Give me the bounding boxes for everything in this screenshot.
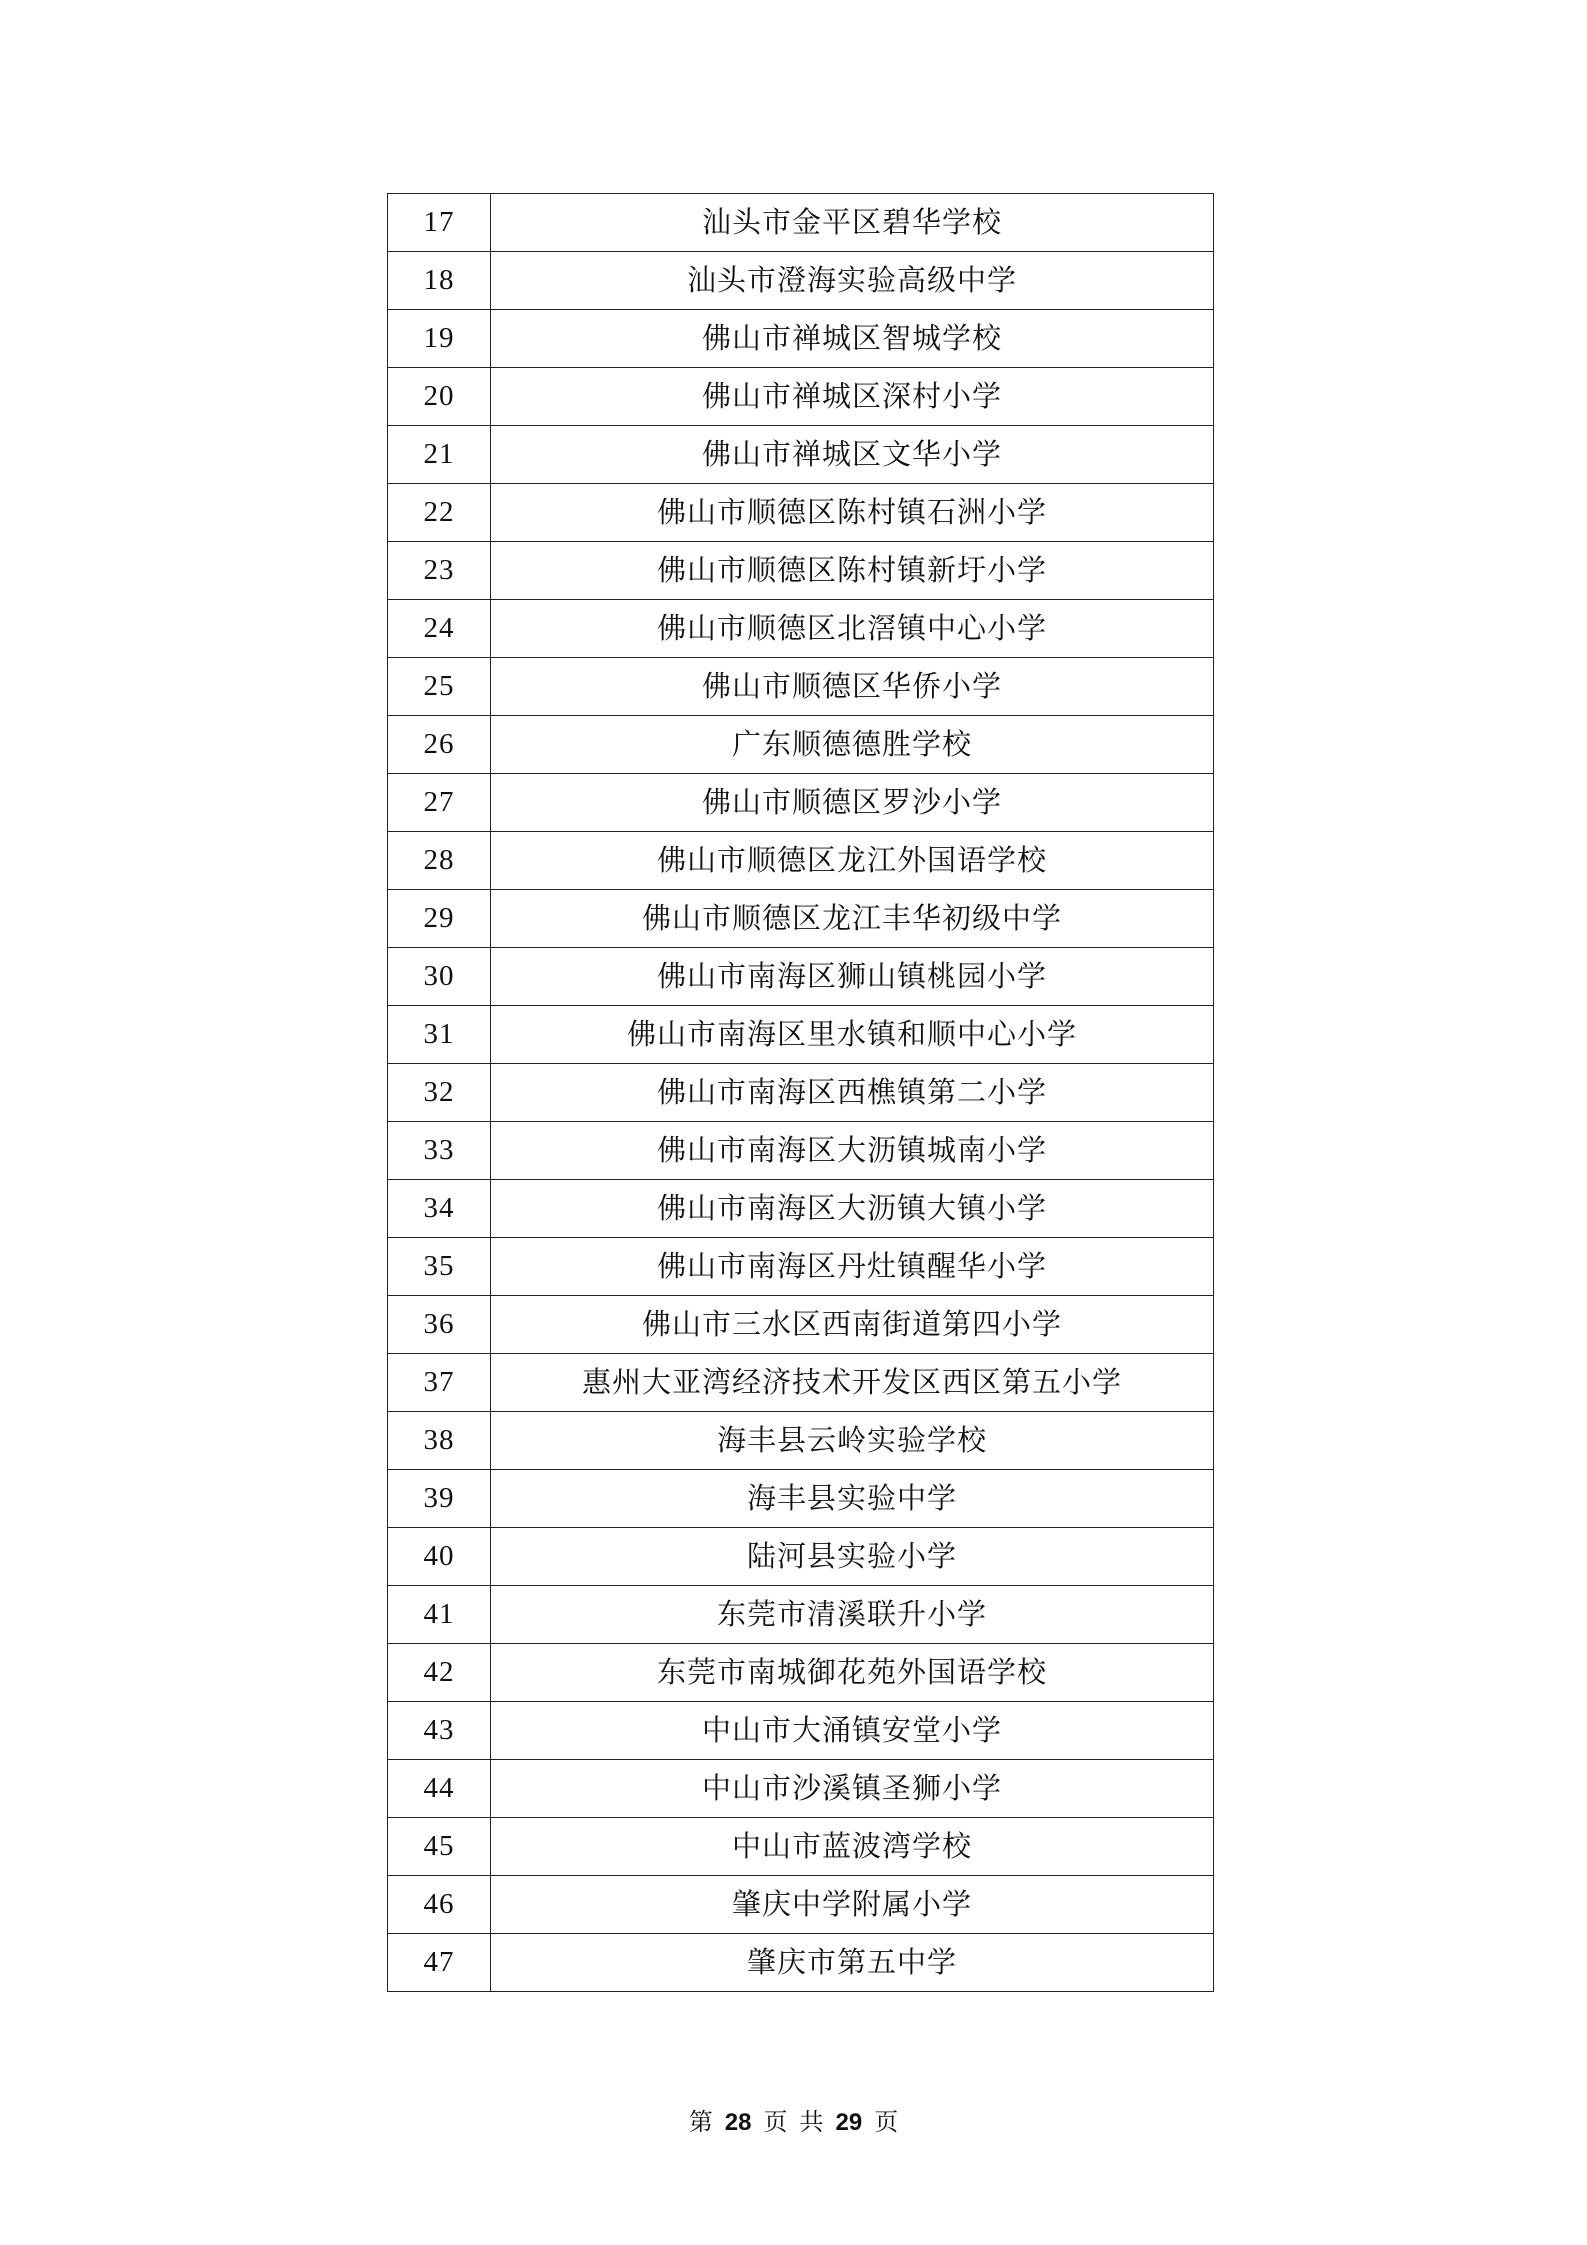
table-row [388, 1876, 1214, 1934]
school-name-cell: 陆河县实验小学 [491, 1528, 1214, 1586]
row-number-cell: 40 [388, 1528, 491, 1586]
school-name-cell: 佛山市顺德区陈村镇石洲小学 [491, 484, 1214, 542]
school-name-cell: 佛山市南海区大沥镇大镇小学 [491, 1180, 1214, 1238]
school-name-cell: 海丰县云岭实验学校 [491, 1412, 1214, 1470]
school-name-cell: 东莞市清溪联升小学 [491, 1586, 1214, 1644]
footer-page-word: 页 [763, 2108, 788, 2136]
row-number-cell: 36 [388, 1296, 491, 1354]
current-page-number: 28 [724, 2109, 752, 2136]
school-name-cell: 佛山市顺德区龙江外国语学校 [491, 832, 1214, 890]
footer-suffix: 页 [874, 2108, 899, 2136]
row-number-cell: 21 [388, 426, 491, 484]
table-row [388, 542, 1214, 600]
row-number-cell: 45 [388, 1818, 491, 1876]
table-row [388, 1470, 1214, 1528]
table-row [388, 310, 1214, 368]
table-row [388, 774, 1214, 832]
school-name-cell: 佛山市南海区西樵镇第二小学 [491, 1064, 1214, 1122]
school-name-cell: 中山市大涌镇安堂小学 [491, 1702, 1214, 1760]
table-row [388, 368, 1214, 426]
school-name-cell: 广东顺德德胜学校 [491, 716, 1214, 774]
row-number-cell: 33 [388, 1122, 491, 1180]
table-row [388, 1702, 1214, 1760]
row-number-cell: 37 [388, 1354, 491, 1412]
row-number-cell: 47 [388, 1934, 491, 1992]
table-row [388, 1412, 1214, 1470]
school-name-cell: 佛山市顺德区陈村镇新圩小学 [491, 542, 1214, 600]
school-name-cell: 中山市沙溪镇圣狮小学 [491, 1760, 1214, 1818]
school-name-cell: 佛山市三水区西南街道第四小学 [491, 1296, 1214, 1354]
row-number-cell: 41 [388, 1586, 491, 1644]
table-row [388, 252, 1214, 310]
row-number-cell: 26 [388, 716, 491, 774]
table-row [388, 600, 1214, 658]
table-row [388, 484, 1214, 542]
table-row [388, 1006, 1214, 1064]
row-number-cell: 44 [388, 1760, 491, 1818]
table-row [388, 1528, 1214, 1586]
school-name-cell: 海丰县实验中学 [491, 1470, 1214, 1528]
row-number-cell: 34 [388, 1180, 491, 1238]
school-name-cell: 佛山市禅城区智城学校 [491, 310, 1214, 368]
school-name-cell: 佛山市顺德区华侨小学 [491, 658, 1214, 716]
row-number-cell: 19 [388, 310, 491, 368]
table-row [388, 948, 1214, 1006]
table-row [388, 1934, 1214, 1992]
table-row [388, 1238, 1214, 1296]
table-row [388, 1064, 1214, 1122]
table-body [388, 194, 1214, 1992]
school-name-cell: 佛山市禅城区文华小学 [491, 426, 1214, 484]
row-number-cell: 30 [388, 948, 491, 1006]
school-name-cell: 肇庆中学附属小学 [491, 1876, 1214, 1934]
row-number-cell: 43 [388, 1702, 491, 1760]
table-row [388, 1760, 1214, 1818]
row-number-cell: 18 [388, 252, 491, 310]
row-number-cell: 25 [388, 658, 491, 716]
table-row [388, 1818, 1214, 1876]
row-number-cell: 32 [388, 1064, 491, 1122]
row-number-cell: 24 [388, 600, 491, 658]
footer-prefix: 第 [688, 2108, 713, 2136]
table-row [388, 1122, 1214, 1180]
school-name-cell: 东莞市南城御花苑外国语学校 [491, 1644, 1214, 1702]
table-row [388, 1180, 1214, 1238]
table-row [388, 716, 1214, 774]
school-name-cell: 肇庆市第五中学 [491, 1934, 1214, 1992]
table-row [388, 658, 1214, 716]
footer-total-word: 共 [799, 2108, 824, 2136]
table-row [388, 1586, 1214, 1644]
school-list-table [387, 193, 1214, 1992]
row-number-cell: 27 [388, 774, 491, 832]
table-row [388, 890, 1214, 948]
row-number-cell: 17 [388, 194, 491, 252]
row-number-cell: 28 [388, 832, 491, 890]
table-row [388, 1354, 1214, 1412]
row-number-cell: 22 [388, 484, 491, 542]
school-name-cell: 佛山市南海区大沥镇城南小学 [491, 1122, 1214, 1180]
school-name-cell: 汕头市澄海实验高级中学 [491, 252, 1214, 310]
school-name-cell: 佛山市南海区里水镇和顺中心小学 [491, 1006, 1214, 1064]
school-name-cell: 佛山市南海区丹灶镇醒华小学 [491, 1238, 1214, 1296]
school-name-cell: 惠州大亚湾经济技术开发区西区第五小学 [491, 1354, 1214, 1412]
row-number-cell: 35 [388, 1238, 491, 1296]
row-number-cell: 46 [388, 1876, 491, 1934]
row-number-cell: 29 [388, 890, 491, 948]
total-pages-number: 29 [835, 2109, 863, 2136]
table-row [388, 1296, 1214, 1354]
school-name-cell: 佛山市顺德区罗沙小学 [491, 774, 1214, 832]
school-name-cell: 佛山市顺德区北滘镇中心小学 [491, 600, 1214, 658]
row-number-cell: 39 [388, 1470, 491, 1528]
table-row [388, 194, 1214, 252]
table-row [388, 1644, 1214, 1702]
school-name-cell: 佛山市南海区狮山镇桃园小学 [491, 948, 1214, 1006]
school-name-cell: 中山市蓝波湾学校 [491, 1818, 1214, 1876]
row-number-cell: 31 [388, 1006, 491, 1064]
row-number-cell: 42 [388, 1644, 491, 1702]
school-name-cell: 汕头市金平区碧华学校 [491, 194, 1214, 252]
table-row [388, 832, 1214, 890]
page-footer [0, 2102, 1587, 2137]
school-name-cell: 佛山市禅城区深村小学 [491, 368, 1214, 426]
table-row [388, 426, 1214, 484]
row-number-cell: 23 [388, 542, 491, 600]
school-name-cell: 佛山市顺德区龙江丰华初级中学 [491, 890, 1214, 948]
row-number-cell: 20 [388, 368, 491, 426]
row-number-cell: 38 [388, 1412, 491, 1470]
